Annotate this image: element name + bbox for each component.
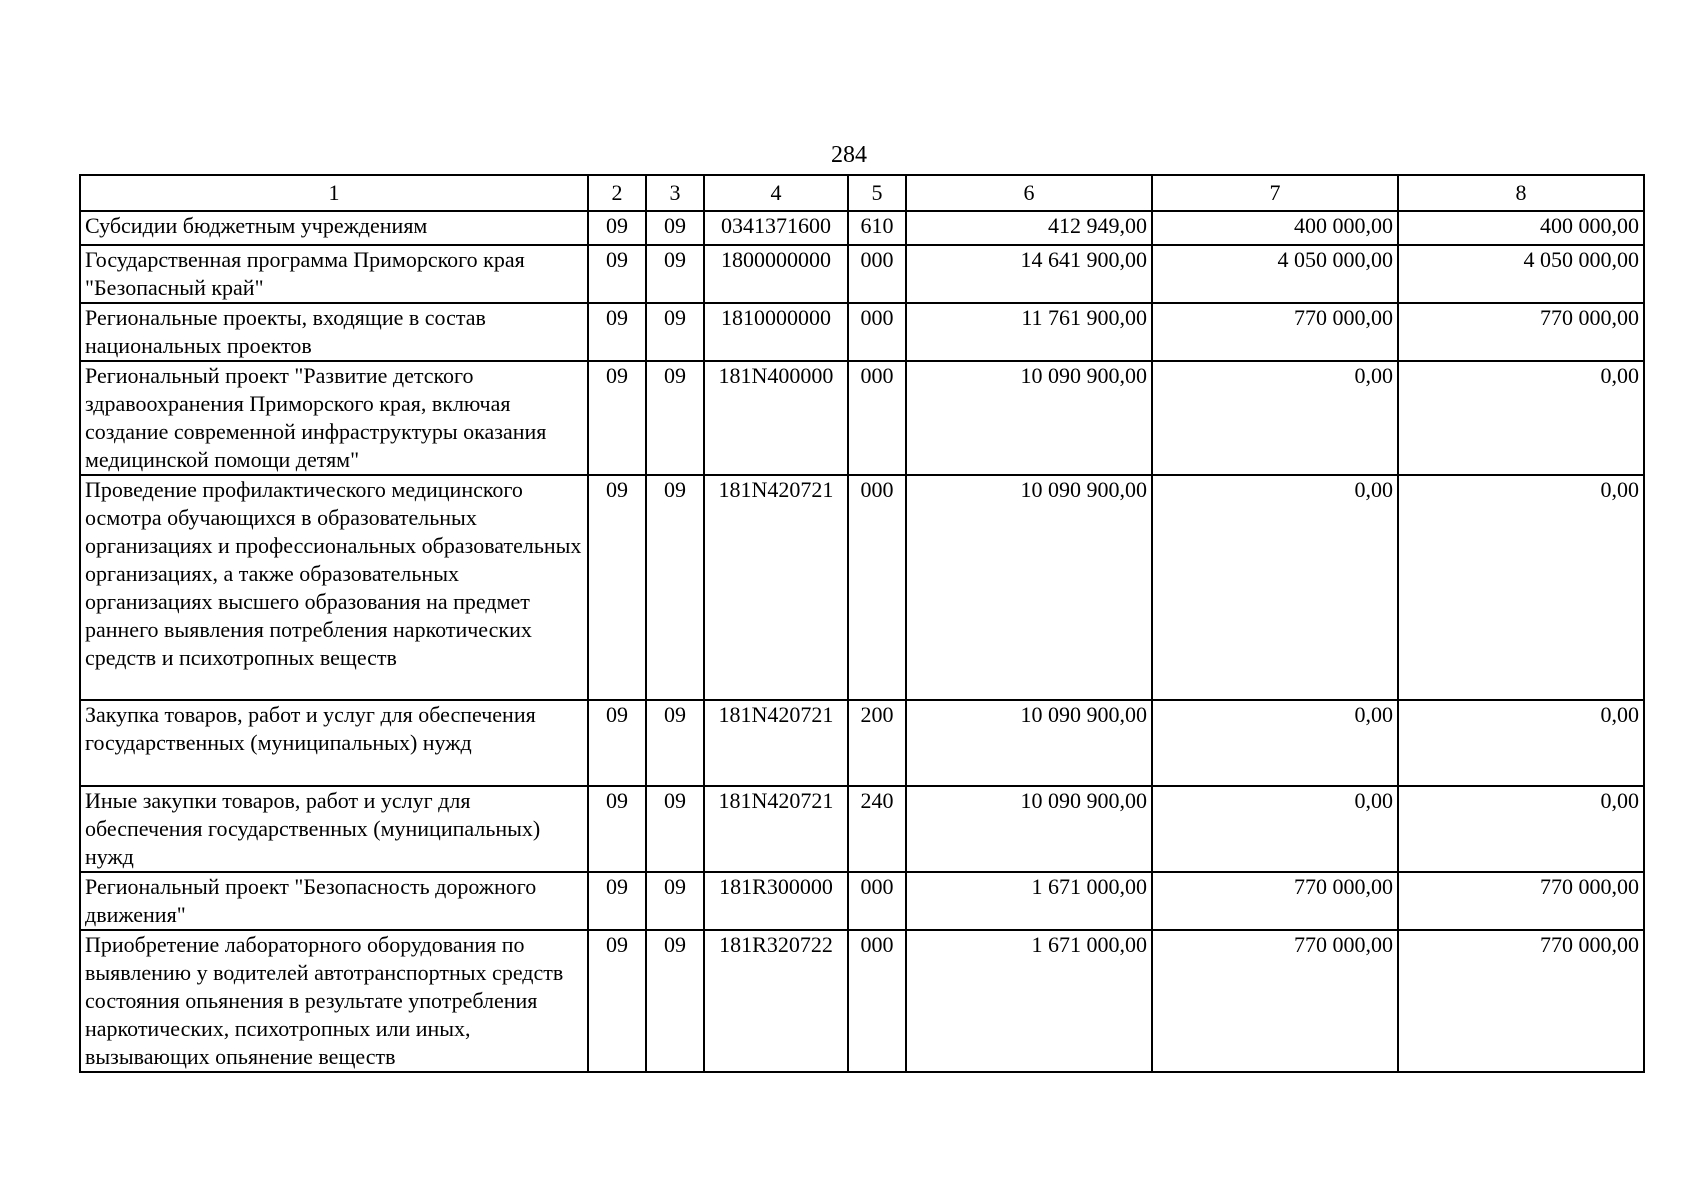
- row-amount-col7: 770 000,00: [1152, 872, 1398, 930]
- row-expense-type-code: 000: [848, 361, 906, 475]
- row-target-article-code: 1810000000: [704, 303, 848, 361]
- budget-table: [79, 174, 1645, 1073]
- table-row: [80, 872, 1644, 930]
- row-section-code: 09: [588, 872, 646, 930]
- row-amount-col8: 0,00: [1398, 786, 1644, 872]
- row-expense-type-code: 000: [848, 930, 906, 1072]
- row-section-code: 09: [588, 930, 646, 1072]
- row-target-article-code: 0341371600: [704, 211, 848, 245]
- row-amount-col8: 770 000,00: [1398, 872, 1644, 930]
- budget-table-body: [80, 175, 1644, 1072]
- table-row: [80, 786, 1644, 872]
- row-amount-col6: 10 090 900,00: [906, 786, 1152, 872]
- row-name: Иные закупки товаров, работ и услуг для обеспечения государственных (муниципальных) нужд: [80, 786, 588, 872]
- table-row: [80, 700, 1644, 786]
- row-amount-col6: 11 761 900,00: [906, 303, 1152, 361]
- row-target-article-code: 1800000000: [704, 245, 848, 303]
- column-header-8: 8: [1398, 175, 1644, 211]
- row-expense-type-code: 240: [848, 786, 906, 872]
- row-subsection-code: 09: [646, 786, 704, 872]
- column-header-3: 3: [646, 175, 704, 211]
- row-subsection-code: 09: [646, 361, 704, 475]
- table-row: [80, 361, 1644, 475]
- row-amount-col7: 0,00: [1152, 786, 1398, 872]
- row-name: Проведение профилактического медицинского осмотра обучающихся в образовательных организациях и профессиональных образовательных организациях, а также образовательных организациях высшего образования на предмет раннего выявления потребления наркотических средств и психотропных веществ: [80, 475, 588, 700]
- row-section-code: 09: [588, 245, 646, 303]
- row-section-code: 09: [588, 211, 646, 245]
- row-section-code: 09: [588, 700, 646, 786]
- row-target-article-code: 181R320722: [704, 930, 848, 1072]
- table-row: [80, 303, 1644, 361]
- column-number-header-row: [80, 175, 1644, 211]
- row-expense-type-code: 200: [848, 700, 906, 786]
- row-expense-type-code: 000: [848, 303, 906, 361]
- row-name: Региональные проекты, входящие в состав национальных проектов: [80, 303, 588, 361]
- row-name: Региональный проект "Развитие детского здравоохранения Приморского края, включая создание современной инфраструктуры оказания медицинской помощи детям": [80, 361, 588, 475]
- row-amount-col7: 0,00: [1152, 361, 1398, 475]
- row-expense-type-code: 000: [848, 872, 906, 930]
- row-amount-col6: 10 090 900,00: [906, 475, 1152, 700]
- row-subsection-code: 09: [646, 930, 704, 1072]
- row-name: Субсидии бюджетным учреждениям: [80, 211, 588, 245]
- row-target-article-code: 181N420721: [704, 700, 848, 786]
- row-target-article-code: 181R300000: [704, 872, 848, 930]
- column-header-7: 7: [1152, 175, 1398, 211]
- table-row: [80, 930, 1644, 1072]
- row-subsection-code: 09: [646, 245, 704, 303]
- row-subsection-code: 09: [646, 872, 704, 930]
- row-amount-col7: 770 000,00: [1152, 303, 1398, 361]
- row-amount-col6: 14 641 900,00: [906, 245, 1152, 303]
- row-subsection-code: 09: [646, 700, 704, 786]
- row-name: Государственная программа Приморского края "Безопасный край": [80, 245, 588, 303]
- row-section-code: 09: [588, 786, 646, 872]
- table-row: [80, 475, 1644, 700]
- row-name: Приобретение лабораторного оборудования по выявлению у водителей автотранспортных средств состояния опьянения в результате употребления наркотических, психотропных или иных, вызывающих опьянение веществ: [80, 930, 588, 1072]
- table-row: [80, 245, 1644, 303]
- row-amount-col8: 770 000,00: [1398, 303, 1644, 361]
- column-header-5: 5: [848, 175, 906, 211]
- column-header-4: 4: [704, 175, 848, 211]
- row-name: Региональный проект "Безопасность дорожного движения": [80, 872, 588, 930]
- column-header-1: 1: [80, 175, 588, 211]
- row-target-article-code: 181N420721: [704, 786, 848, 872]
- row-expense-type-code: 000: [848, 245, 906, 303]
- row-amount-col6: 412 949,00: [906, 211, 1152, 245]
- row-amount-col7: 0,00: [1152, 475, 1398, 700]
- row-amount-col8: 400 000,00: [1398, 211, 1644, 245]
- row-target-article-code: 181N420721: [704, 475, 848, 700]
- row-amount-col8: 4 050 000,00: [1398, 245, 1644, 303]
- row-amount-col8: 0,00: [1398, 475, 1644, 700]
- row-name: Закупка товаров, работ и услуг для обеспечения государственных (муниципальных) нужд: [80, 700, 588, 786]
- row-amount-col6: 10 090 900,00: [906, 700, 1152, 786]
- row-target-article-code: 181N400000: [704, 361, 848, 475]
- row-expense-type-code: 000: [848, 475, 906, 700]
- table-row: [80, 211, 1644, 245]
- row-amount-col6: 10 090 900,00: [906, 361, 1152, 475]
- row-amount-col7: 4 050 000,00: [1152, 245, 1398, 303]
- row-subsection-code: 09: [646, 475, 704, 700]
- column-header-2: 2: [588, 175, 646, 211]
- row-amount-col8: 0,00: [1398, 361, 1644, 475]
- row-amount-col6: 1 671 000,00: [906, 872, 1152, 930]
- row-amount-col8: 770 000,00: [1398, 930, 1644, 1072]
- row-subsection-code: 09: [646, 211, 704, 245]
- row-amount-col6: 1 671 000,00: [906, 930, 1152, 1072]
- row-expense-type-code: 610: [848, 211, 906, 245]
- row-amount-col7: 0,00: [1152, 700, 1398, 786]
- column-header-6: 6: [906, 175, 1152, 211]
- row-section-code: 09: [588, 361, 646, 475]
- row-amount-col7: 400 000,00: [1152, 211, 1398, 245]
- row-section-code: 09: [588, 475, 646, 700]
- row-amount-col7: 770 000,00: [1152, 930, 1398, 1072]
- row-amount-col8: 0,00: [1398, 700, 1644, 786]
- page-number: 284: [831, 142, 867, 168]
- row-section-code: 09: [588, 303, 646, 361]
- row-subsection-code: 09: [646, 303, 704, 361]
